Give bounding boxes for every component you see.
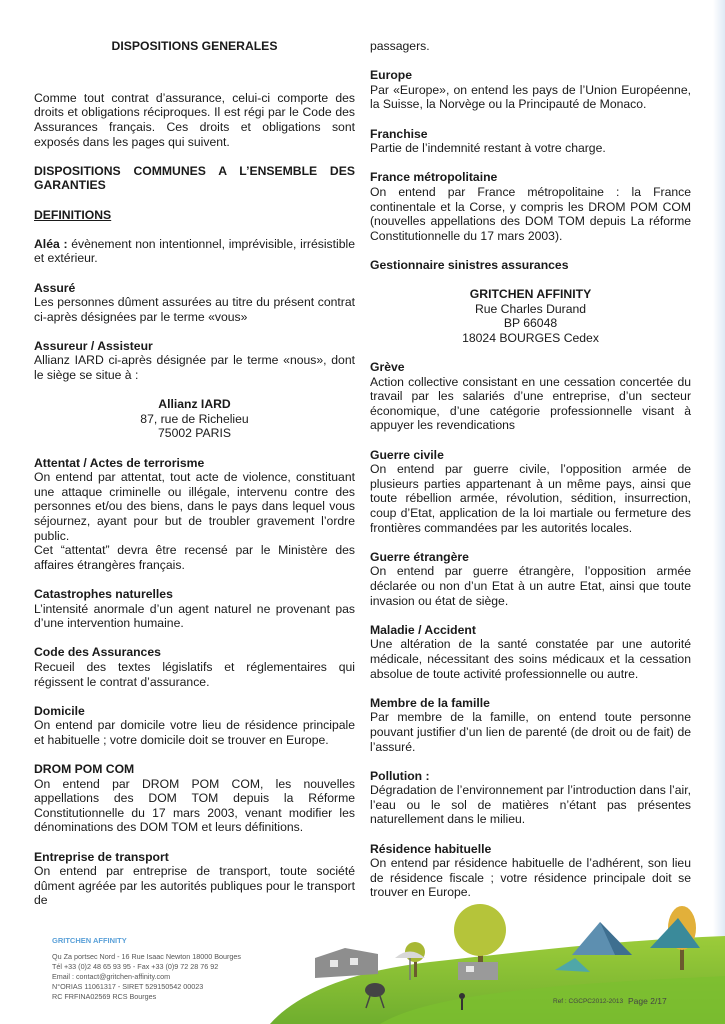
text-membre: Par membre de la famille, on entend toute personne pouvant justifier d’un lien de parenté (de droit ou de fait) de l’assuré. xyxy=(370,710,691,754)
term-domicile: Domicile xyxy=(34,703,85,718)
text-europe: Par «Europe», on entend les pays de l’Union Européenne, la Suisse, la Norvège ou la Principauté de Monaco. xyxy=(370,82,691,112)
term-pollution: Pollution : xyxy=(370,768,430,783)
text-entreprise: On entend par entreprise de transport, toute société dûment agréée par les autorités publiques pour le transport de xyxy=(34,864,355,908)
text-maladie: Une altération de la santé constatée par une autorité médicale, nécessitant des soins médicaux et la cessation absolue de toute activité professionnelle ou autre. xyxy=(370,637,691,681)
footer-rc: RC FRFINA02569 RCS Bourges xyxy=(52,992,157,1001)
right-column xyxy=(370,39,691,900)
definition-alea xyxy=(34,237,355,266)
text-attentat: On entend par attentat, tout acte de violence, constituant une attaque criminelle ou illégale, intervenu contre des personnes et/ou des biens, dans le pays dans lequel vous séjournez, ayant pour but de troubler gravement l’ordre public. xyxy=(34,470,355,543)
footer-reference: Ref : CGCPC2012-2013 xyxy=(553,998,624,1005)
text-catastrophes: L’intensité anormale d’un agent naturel ne provenant pas d’une intervention humaine. xyxy=(34,601,355,631)
text-assureur: Allianz IARD ci-après désignée par le terme «nous», dont le siège se situe à : xyxy=(34,353,355,383)
footer-address: Qu Za portsec Nord - 16 Rue Isaac Newton 18000 Bourges xyxy=(52,952,241,961)
text-domicile: On entend par domicile votre lieu de résidence principale et habituelle ; votre domicile doit se trouver en Europe. xyxy=(34,718,355,747)
page-number: Page 2/17 xyxy=(628,996,667,1006)
term-assureur: Assureur / Assisteur xyxy=(34,338,153,353)
section-heading: DISPOSITIONS COMMUNES A L’ENSEMBLE DES GARANTIES xyxy=(34,163,355,193)
gritchen-name: GRITCHEN AFFINITY xyxy=(469,287,592,302)
term-europe: Europe xyxy=(370,68,412,83)
footer-company-name: GRITCHEN AFFINITY xyxy=(52,936,127,945)
term-assure: Assuré xyxy=(34,280,76,295)
allianz-city: 75002 PARIS xyxy=(158,426,231,441)
mobile-home-icon-2 xyxy=(458,962,498,980)
term-guerre-civile: Guerre civile xyxy=(370,447,444,462)
term-attentat: Attentat / Actes de terrorisme xyxy=(34,455,205,470)
term-drom: DROM POM COM xyxy=(34,762,135,777)
footer-contact-block xyxy=(52,936,241,1002)
text-greve: Action collective consistant en une cessation concertée du travail par les salariés d’une entreprise, d’un secteur économique, d’une catégorie professionnelle visant à appuyer les revendications xyxy=(370,374,691,433)
term-catastrophes: Catastrophes naturelles xyxy=(34,586,173,601)
term-maladie: Maladie / Accident xyxy=(370,622,476,637)
text-drom: On entend par DROM POM COM, les nouvelles appellations des DOM TOM depuis la Réforme Constitutionnelle du 17 mars 2003, venant modifier les dénominations des DOM TOM et leurs définitions. xyxy=(34,776,355,835)
text-pollution: Dégradation de l’environnement par l’introduction dans l’air, l’eau ou le sol de matières n’étant pas présentes naturellement dans le milieu. xyxy=(370,783,691,827)
text-assure: Les personnes dûment assurées au titre du présent contrat ci-après désignées par le terme «vous» xyxy=(34,295,355,324)
text-code: Recueil des textes législatifs et réglementaires qui régissent le contrat d’assurance. xyxy=(34,659,355,689)
text-guerre-etrangere: On entend par guerre étrangère, l’opposition armée déclarée ou non d’un Etat à un autre Etat, ainsi que toute invasion ou état de siège. xyxy=(370,564,691,608)
mobile-home-icon xyxy=(315,948,378,978)
term-france: France métropolitaine xyxy=(370,170,498,185)
left-column xyxy=(34,39,355,908)
intro-paragraph: Comme tout contrat d’assurance, celui-ci comporte des droits et obligations réciproques. Il est régi par le Code des Assurances français. Ces droits et obligations sont exposés dans les pages qui suivent. xyxy=(34,90,355,149)
text-residence: On entend par résidence habituelle de l’adhérent, son lieu de résidence fiscale ; votre résidence principale doit se trouver en Europe. xyxy=(370,856,691,900)
text-guerre-civile: On entend par guerre civile, l’opposition armée de plusieurs parties appartenant à un même pays, ainsi que toute rébellion armée, révolution, sédition, insurrection, coup d’Etat, application de la loi martiale ou fermeture des frontières commandées par les autorités locales. xyxy=(370,462,691,535)
footer-email: Email : contact@gritchen-affinity.com xyxy=(52,972,171,981)
text-alea: évènement non intentionnel, imprévisible, irrésistible et extérieur. xyxy=(34,236,355,266)
footer-orias: N°ORIAS 11061317 - SIRET 529150542 00023 xyxy=(52,982,204,991)
allianz-street: 87, rue de Richelieu xyxy=(140,411,249,426)
footer-phone: Tél +33 (0)2 48 65 93 95 - Fax +33 (0)9 72 28 76 92 xyxy=(52,962,219,971)
document-title: DISPOSITIONS GENERALES xyxy=(111,39,278,53)
text-france: On entend par France métropolitaine : la France continentale et la Corse, y compris les DROM POM COM (nouvelles appellations des DOM TOM depuis La réforme Constitutionnelle du 17 mars 2003). xyxy=(370,184,691,243)
gritchen-street: Rue Charles Durand xyxy=(474,301,587,316)
term-franchise: Franchise xyxy=(370,126,428,141)
page-edge-shadow xyxy=(713,0,725,1024)
term-alea: Aléa : xyxy=(34,236,68,251)
term-guerre-etrangere: Guerre étrangère xyxy=(370,549,469,564)
gritchen-bp: BP 66048 xyxy=(503,316,558,331)
term-entreprise: Entreprise de transport xyxy=(34,849,169,864)
text-franchise: Partie de l’indemnité restant à votre charge. xyxy=(370,141,606,156)
text-attentat-2: Cet “attentat” devra être recensé par le Ministère des affaires étrangères français. xyxy=(34,543,355,572)
term-greve: Grève xyxy=(370,360,405,375)
gritchen-city: 18024 BOURGES Cedex xyxy=(462,330,599,345)
text-passagers: passagers. xyxy=(370,39,430,53)
definitions-heading: DEFINITIONS xyxy=(34,207,112,222)
term-membre: Membre de la famille xyxy=(370,695,490,710)
term-gestionnaire: Gestionnaire sinistres assurances xyxy=(370,257,569,272)
allianz-name: Allianz IARD xyxy=(158,397,231,412)
term-code: Code des Assurances xyxy=(34,645,161,660)
term-residence: Résidence habituelle xyxy=(370,841,492,856)
